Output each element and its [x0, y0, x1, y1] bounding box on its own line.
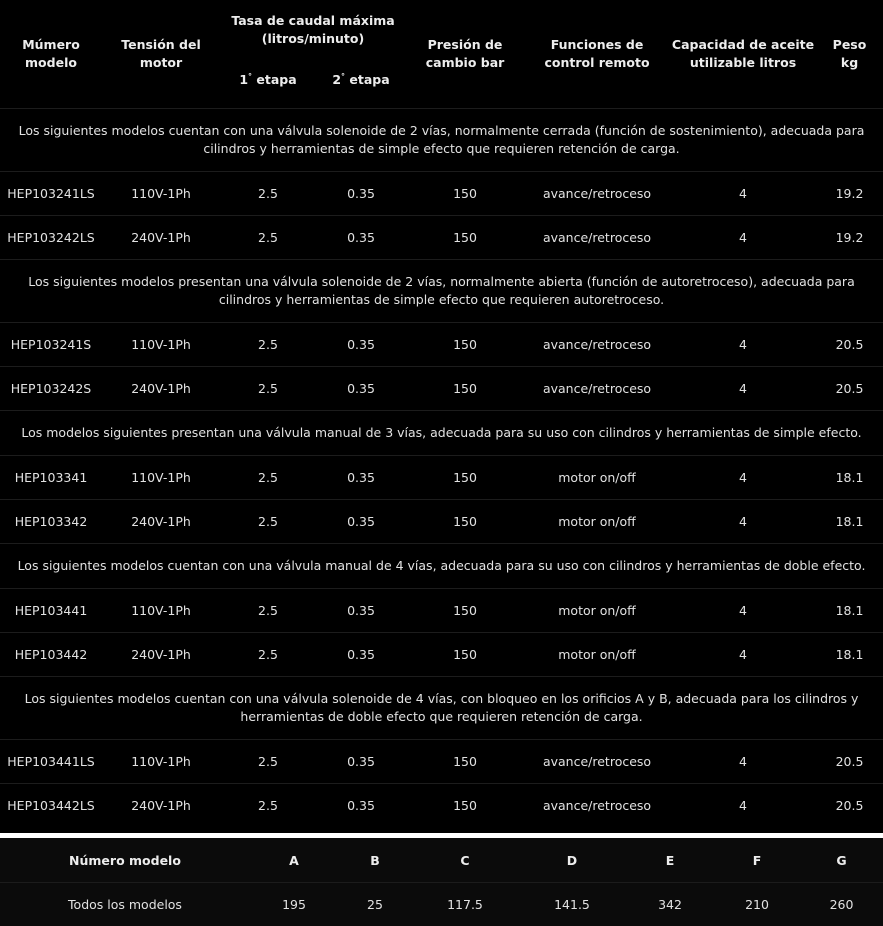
cell-pressure: 150 — [406, 588, 524, 632]
cell-model: HEP103241S — [0, 322, 102, 366]
col-header-weight: Peso kg — [816, 0, 883, 108]
dim-header-f: F — [714, 836, 800, 883]
cell-oil: 4 — [670, 632, 816, 676]
cell-weight: 19.2 — [816, 171, 883, 215]
cell-pressure: 150 — [406, 739, 524, 783]
dimensions-table — [0, 833, 883, 926]
cell-remote: avance/retroceso — [524, 739, 670, 783]
cell-stage1: 2.5 — [220, 739, 316, 783]
cell-voltage: 240V-1Ph — [102, 783, 220, 827]
cell-weight: 18.1 — [816, 588, 883, 632]
cell-pressure: 150 — [406, 783, 524, 827]
cell-stage1: 2.5 — [220, 783, 316, 827]
table-row — [0, 171, 883, 215]
cell-oil: 4 — [670, 366, 816, 410]
cell-oil: 4 — [670, 499, 816, 543]
cell-remote: motor on/off — [524, 499, 670, 543]
cell-stage2: 0.35 — [316, 739, 406, 783]
dim-cell-b: 25 — [338, 883, 412, 926]
table-row — [0, 322, 883, 366]
dim-cell-model: Todos los modelos — [0, 883, 250, 926]
cell-voltage: 110V-1Ph — [102, 322, 220, 366]
col-header-flow: Tasa de caudal máxima (litros/minuto) — [220, 0, 406, 52]
cell-remote: motor on/off — [524, 455, 670, 499]
header-row-top — [0, 0, 883, 52]
cell-stage2: 0.35 — [316, 455, 406, 499]
group-note-row — [0, 543, 883, 588]
cell-oil: 4 — [670, 588, 816, 632]
cell-weight: 20.5 — [816, 783, 883, 827]
cell-voltage: 110V-1Ph — [102, 171, 220, 215]
cell-pressure: 150 — [406, 632, 524, 676]
dim-cell-e: 342 — [626, 883, 714, 926]
dim-cell-a: 195 — [250, 883, 338, 926]
dim-cell-f: 210 — [714, 883, 800, 926]
cell-stage2: 0.35 — [316, 322, 406, 366]
cell-stage2: 0.35 — [316, 215, 406, 259]
cell-voltage: 240V-1Ph — [102, 366, 220, 410]
cell-pressure: 150 — [406, 171, 524, 215]
cell-weight: 20.5 — [816, 739, 883, 783]
cell-model: HEP103242LS — [0, 215, 102, 259]
cell-model: HEP103442 — [0, 632, 102, 676]
cell-voltage: 110V-1Ph — [102, 455, 220, 499]
dim-header-d: D — [518, 836, 626, 883]
cell-stage2: 0.35 — [316, 632, 406, 676]
cell-model: HEP103441 — [0, 588, 102, 632]
group-note: Los modelos siguientes presentan una válvula manual de 3 vías, adecuada para su uso con cilindros y herramientas de simple efecto. — [0, 410, 883, 455]
cell-voltage: 240V-1Ph — [102, 632, 220, 676]
cell-model: HEP103341 — [0, 455, 102, 499]
col-header-remote: Funciones de control remoto — [524, 0, 670, 108]
group-note-row — [0, 410, 883, 455]
cell-stage2: 0.35 — [316, 171, 406, 215]
cell-stage1: 2.5 — [220, 322, 316, 366]
cell-model: HEP103241LS — [0, 171, 102, 215]
col-header-stage2: 2° etapa — [316, 52, 406, 108]
cell-pressure: 150 — [406, 455, 524, 499]
cell-stage2: 0.35 — [316, 783, 406, 827]
group-note: Los siguientes modelos cuentan con una válvula solenoide de 2 vías, normalmente cerrada (función de sostenimiento), adecuada para cilindros y herramientas de simple efecto que requieren retención de carga. — [0, 108, 883, 171]
cell-pressure: 150 — [406, 322, 524, 366]
dim-header-c: C — [412, 836, 518, 883]
dim-cell-c: 117.5 — [412, 883, 518, 926]
table-row — [0, 632, 883, 676]
cell-stage1: 2.5 — [220, 499, 316, 543]
dim-header-a: A — [250, 836, 338, 883]
group-note: Los siguientes modelos cuentan con una válvula manual de 4 vías, adecuada para su uso con cilindros y herramientas de doble efecto. — [0, 543, 883, 588]
table-row — [0, 739, 883, 783]
col-header-stage1: 1° etapa — [220, 52, 316, 108]
cell-stage1: 2.5 — [220, 215, 316, 259]
cell-voltage: 240V-1Ph — [102, 215, 220, 259]
cell-oil: 4 — [670, 455, 816, 499]
cell-remote: motor on/off — [524, 632, 670, 676]
cell-oil: 4 — [670, 739, 816, 783]
col-header-voltage: Tensión del motor — [102, 0, 220, 108]
dim-header-g: G — [800, 836, 883, 883]
cell-stage2: 0.35 — [316, 588, 406, 632]
table-row — [0, 215, 883, 259]
specifications-body — [0, 108, 883, 827]
group-note-row — [0, 259, 883, 322]
col-header-pressure: Presión de cambio bar — [406, 0, 524, 108]
group-note: Los siguientes modelos presentan una válvula solenoide de 2 vías, normalmente abierta (función de autoretroceso), adecuada para cilindros y herramientas de simple efecto que requieren autoretroceso. — [0, 259, 883, 322]
cell-oil: 4 — [670, 783, 816, 827]
dimensions-header-row — [0, 836, 883, 883]
cell-weight: 20.5 — [816, 366, 883, 410]
cell-weight: 20.5 — [816, 322, 883, 366]
cell-pressure: 150 — [406, 215, 524, 259]
cell-remote: avance/retroceso — [524, 215, 670, 259]
cell-voltage: 240V-1Ph — [102, 499, 220, 543]
group-note-row — [0, 108, 883, 171]
col-header-oil: Capacidad de aceite utilizable litros — [670, 0, 816, 108]
cell-remote: avance/retroceso — [524, 171, 670, 215]
cell-oil: 4 — [670, 171, 816, 215]
cell-stage2: 0.35 — [316, 499, 406, 543]
cell-weight: 18.1 — [816, 499, 883, 543]
cell-oil: 4 — [670, 322, 816, 366]
table-row — [0, 499, 883, 543]
cell-remote: avance/retroceso — [524, 366, 670, 410]
dimensions-row — [0, 883, 883, 926]
cell-model: HEP103441LS — [0, 739, 102, 783]
cell-remote: avance/retroceso — [524, 322, 670, 366]
cell-oil: 4 — [670, 215, 816, 259]
cell-stage1: 2.5 — [220, 588, 316, 632]
group-note-row — [0, 676, 883, 739]
table-row — [0, 366, 883, 410]
cell-weight: 18.1 — [816, 455, 883, 499]
cell-model: HEP103342 — [0, 499, 102, 543]
cell-pressure: 150 — [406, 499, 524, 543]
cell-stage2: 0.35 — [316, 366, 406, 410]
dim-header-b: B — [338, 836, 412, 883]
table-row — [0, 588, 883, 632]
cell-pressure: 150 — [406, 366, 524, 410]
cell-weight: 18.1 — [816, 632, 883, 676]
cell-stage1: 2.5 — [220, 366, 316, 410]
dim-header-model: Número modelo — [0, 836, 250, 883]
cell-stage1: 2.5 — [220, 171, 316, 215]
cell-model: HEP103242S — [0, 366, 102, 410]
dim-cell-d: 141.5 — [518, 883, 626, 926]
dim-cell-g: 260 — [800, 883, 883, 926]
cell-remote: motor on/off — [524, 588, 670, 632]
cell-model: HEP103442LS — [0, 783, 102, 827]
cell-stage1: 2.5 — [220, 455, 316, 499]
table-row — [0, 783, 883, 827]
cell-remote: avance/retroceso — [524, 783, 670, 827]
dim-header-e: E — [626, 836, 714, 883]
cell-stage1: 2.5 — [220, 632, 316, 676]
cell-voltage: 110V-1Ph — [102, 739, 220, 783]
table-row — [0, 455, 883, 499]
group-note: Los siguientes modelos cuentan con una válvula solenoide de 4 vías, con bloqueo en los orificios A y B, adecuada para los cilindros y herramientas de doble efecto que requieren retención de carga. — [0, 676, 883, 739]
cell-weight: 19.2 — [816, 215, 883, 259]
cell-voltage: 110V-1Ph — [102, 588, 220, 632]
col-header-model: Múmero modelo — [0, 0, 102, 108]
